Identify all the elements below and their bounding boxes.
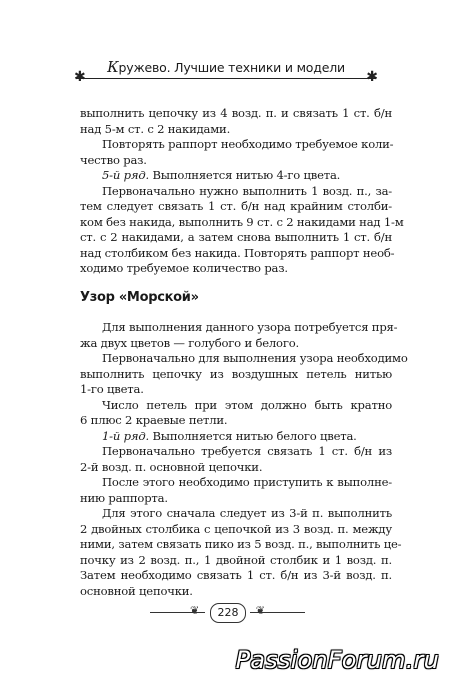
text-line: нию раппорта. [80, 490, 168, 505]
text-line [80, 168, 392, 184]
text-line: Повторять раппорт необходимо требуемое коли- [102, 137, 394, 151]
text-line: над 5-м ст. с 2 накидами. [80, 121, 231, 136]
text-line: основной цепочки. [80, 583, 193, 598]
row-text: Выполняется нитью белого цвета. [148, 428, 357, 443]
header-rule [76, 78, 376, 79]
row-label: 5-й ряд. [102, 168, 149, 182]
page-number: 228 [210, 603, 246, 623]
text-line: Для выполнения данного узора потребуется пря- [102, 320, 398, 334]
title-initial: К [107, 58, 119, 76]
text-line: ходимо требуемое количество раз. [80, 261, 288, 275]
text-line: Затем необходимо связать 1 ст. б/н из 3-й возд. п. [80, 568, 392, 582]
running-header [76, 58, 376, 84]
book-title [98, 58, 354, 76]
text-line: 1-го цвета. [80, 382, 144, 396]
text-line: выполнить цепочку из воздушных петель нитью [80, 366, 392, 381]
text-line: После этого необходимо приступить к выполне- [102, 475, 392, 489]
section-heading: Узор «Морской» [80, 290, 199, 305]
text-line: Первоначально для выполнения узора необходимо [102, 351, 408, 365]
text-line: над столбиком без накида. Повторять раппорт необ- [80, 245, 395, 260]
text-line [80, 429, 392, 445]
site-watermark: PassionForum.ru [235, 646, 439, 674]
text-block-1 [80, 106, 404, 277]
text-line: Число петель при этом должно быть кратно [102, 397, 392, 412]
footer-rule-right [250, 612, 305, 613]
text-line: выполнить цепочку из 4 возд. п. и связать 1 ст. б/н [80, 106, 392, 120]
page-footer [150, 600, 305, 626]
text-line: ними, затем связать пико из 5 возд. п., выполнить це- [80, 537, 402, 551]
row-text: Выполняется нитью 4-го цвета. [148, 168, 341, 182]
text-line: 2-й возд. п. основной цепочки. [80, 459, 263, 474]
leaf-ornament-icon: ❦ [255, 604, 265, 617]
text-line: Для этого сначала следует из 3-й п. выполнить [102, 506, 392, 520]
flower-ornament-icon: ✱ [74, 69, 86, 85]
text-line: ком без накида, выполнить 9 ст. с 2 накидами над 1-м [80, 214, 404, 229]
text-line: чество раз. [80, 152, 147, 167]
text-line: жа двух цветов — голубого и белого. [80, 335, 299, 350]
text-line: ст. с 2 накидами, а затем снова выполнить 1 ст. б/н [80, 230, 392, 244]
text-line: Первоначально нужно выполнить 1 возд. п., за- [102, 183, 392, 198]
flower-ornament-icon: ✱ [366, 69, 378, 85]
text-line: Первоначально требуется связать 1 ст. б/н из [102, 444, 392, 458]
text-line: 6 плюс 2 краевые петли. [80, 413, 228, 427]
text-block-2 [80, 320, 408, 599]
text-line: тем следует связать 1 ст. б/н над крайним столби- [80, 199, 392, 213]
text-line: 2 двойных столбика с цепочкой из 3 возд. п. между [80, 521, 392, 536]
leaf-ornament-icon: ❦ [190, 604, 200, 617]
text-line: почку из 2 возд. п., 1 двойной столбик и 1 возд. п. [80, 552, 392, 567]
row-label: 1-й ряд. [102, 428, 149, 443]
title-rest: ружево. Лучшие техники и модели [118, 60, 345, 75]
